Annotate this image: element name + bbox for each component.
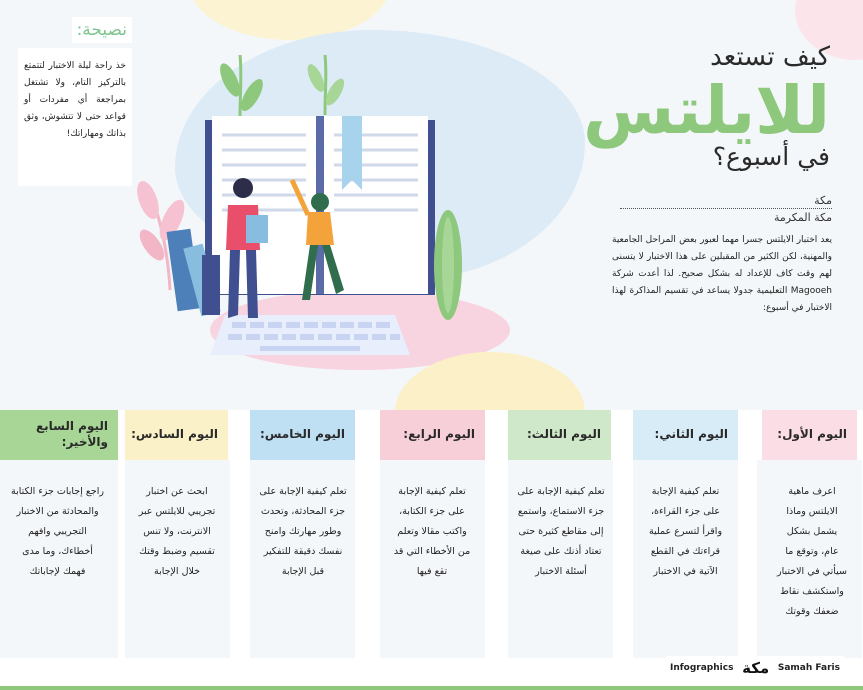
day-title-3: اليوم الثالث:: [508, 410, 611, 460]
day-column-6: [125, 410, 230, 658]
study-illustration: [130, 50, 490, 370]
location-region: مكة المكرمة: [773, 211, 832, 224]
day-column-2: [633, 410, 738, 658]
credit-label: Infographics: [670, 663, 734, 673]
day-column-7: [0, 410, 118, 658]
plant-right-icon: [434, 210, 462, 320]
tip-title: نصيحة:: [72, 17, 132, 43]
intro-text: يعد اختبار الايلتس جسرا مهما لعبور بعض المراحل الجامعية والمهنية، لكن الكثير من المقبلين على هذا الاختبار لا يتسنى لهم وقت كاف للإعداد له بشكل صحيح. لذا أعدت شركة Magooeh التعليمية جدولا يساعد في تقسيم المذاكرة لهذا الاختبار في أسبوع:: [612, 235, 832, 313]
credit-bar: [666, 656, 844, 680]
tip-text: خذ راحة ليلة الاختبار لتتمتع بالتركيز التام، ولا تشتغل بمراجعة أي مفردات أو قواعد حتى لا تتشوش، وثق بذاتك ومهاراتك!: [18, 48, 132, 186]
day-title-6: اليوم السادس:: [125, 410, 228, 460]
day-text-5: تعلم كيفية الإجابة على جزء المحادثة، وتحدث وطور مهارتك وامنح نفسك دقيقة للتفكير قبل الإجابة: [259, 486, 347, 577]
day-text-7: راجع إجابات جزء الكتابة والمحادثة من الاختبار التجريبي وافهم أخطاءك، وما مدى فهمك لإجاباتك: [11, 486, 104, 577]
title-line-2: للايلتس: [583, 72, 830, 149]
day-title-4: اليوم الرابع:: [380, 410, 485, 460]
day-column-3: [508, 410, 613, 658]
keyboard-icon: [210, 315, 410, 355]
days-schedule: [0, 410, 863, 658]
day-title-5: اليوم الخامس:: [250, 410, 355, 460]
day-text-6: ابحث عن اختبار تجريبي للايلتس عبر الانترنت، ولا تنس تقسيم وضبط وقتك خلال الإجابة: [138, 486, 216, 577]
day-column-5: [250, 410, 355, 658]
plant-top-icon: [216, 55, 348, 120]
day-title-7: اليوم السابع والأخير:: [0, 410, 118, 460]
day-column-4: [380, 410, 485, 658]
day-column-1: [757, 410, 862, 658]
credit-author: Samah Faris: [777, 663, 840, 673]
day-text-3: تعلم كيفية الإجابة على جزء الاستماع، واستمع إلى مقاطع كثيرة حتى تعتاد أذنك على صيغة أسئلة الاختبار: [517, 486, 605, 577]
day-text-2: تعلم كيفية الإجابة على جزء القراءة، واقرأ لتسرع عملية قراءتك في القطع الآتية في الاختبار: [648, 486, 723, 577]
day-title-1: اليوم الأول:: [762, 410, 857, 460]
day-text-1: اعرف ماهية الايلتس وماذا يشمل بشكل عام، وتوقع ما سيأتي في الاختبار واستكشف نقاط ضعفك وقوتك: [777, 486, 847, 617]
logo-text: مكة: [742, 659, 770, 677]
day-text-4: تعلم كيفية الإجابة على جزء الكتابة، واكتب مقالا وتعلم من الأخطاء التي قد تقع فيها: [393, 486, 471, 577]
title-line-3: في أسبوع؟: [712, 142, 830, 171]
title-line-1: كيف تستعد: [710, 42, 830, 72]
day-title-2: اليوم الثاني:: [633, 410, 738, 460]
footer-line: [0, 686, 863, 690]
location-city: مكة: [620, 194, 832, 209]
